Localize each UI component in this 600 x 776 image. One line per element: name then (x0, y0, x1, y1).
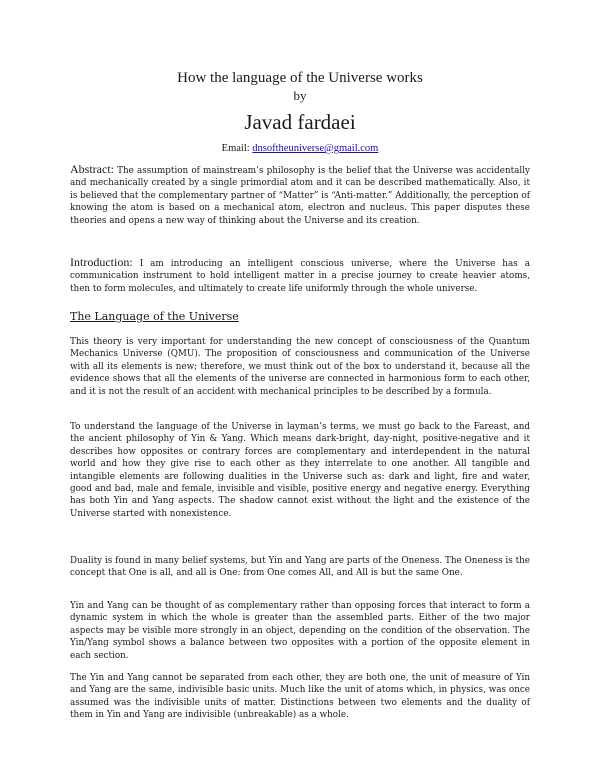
body-paragraph: To understand the language of the Universe in layman’s terms, we must go back to the Fareast, and the ancient philosophy of Yin & Yang. Which means dark-bright, day-night, positive-negative and it describes how opposites or contrary forces are complementary and interdependent in the natural world and how they give rise to each other as they interrelate to one another. All tangible and intangible elements are following dualities in the Universe such as: dark and light, fire and water, good and bad, male and female, invisible and visible, positive energy and negative energy. Everything has both Yin and Yang aspects. The shadow cannot exist without the light and the existence of the Universe started with nonexistence. (70, 422, 530, 519)
email-label: Email: (221, 143, 250, 154)
introduction-label: Introduction: (70, 255, 133, 269)
email-line (70, 143, 530, 154)
body-paragraph: Yin and Yang can be thought of as complementary rather than opposing forces that interact to form a dynamic system in which the whole is greater than the assembled parts. Either of the two major aspects may be visible more strongly in an object, depending on the condition of the observation. The Yin/Yang symbol shows a balance between two opposites with a portion of the opposite element in each section. (70, 601, 530, 661)
introduction-paragraph (70, 256, 530, 295)
email-link[interactable]: dnsoftheuniverse@gmail.com (252, 143, 379, 154)
abstract-paragraph (70, 163, 530, 227)
body-paragraph: The Yin and Yang cannot be separated from each other, they are both one, the unit of measure of Yin and Yang are the same, indivisible basic units. Much like the unit of atoms which, in physics, was once assumed was the indivisible units of matter. Distinctions between two elements and the duality of them in Yin and Yang are indivisible (unbreakable) as a whole. (70, 673, 530, 721)
body-paragraph: This theory is very important for understanding the new concept of consciousness of the Quantum Mechanics Universe (QMU). The proposition of consciousness and communication of the Universe with all its elements is new; therefore, we must think out of the box to understand it, because all the evidence shows that all the elements of the universe are connected in harmonious form to each other, and it is not the result of an accident with mechanical principles to be described by a formula. (70, 337, 530, 397)
introduction-text: I am introducing an intelligent conscious universe, where the Universe has a communication instrument to hold intelligent matter in a precise journey to create heavier atoms, then to form molecules, and ultimately to create life uniformly through the whole universe. (70, 259, 531, 294)
abstract-text: The assumption of mainstream’s philosophy is the belief that the Universe was accidentally and mechanically created by a single primordial atom and it can be described mathematically. Also, it is believed that the complementary partner of “Matter” is “Anti-matter.” Additionally, the perception of knowing the atom is based on a mechanical atom, electron and nucleus. This paper disputes these theories and opens a new way of thinking about the Universe and its creation. (70, 166, 531, 226)
section-heading: The Language of the Universe (70, 310, 239, 323)
byline-by: by (293, 88, 307, 103)
paper-title: How the language of the Universe works (177, 70, 423, 86)
author-name: Javad fardaei (244, 110, 356, 134)
abstract-label: Abstract: (70, 162, 114, 176)
body-paragraph: Duality is found in many belief systems, but Yin and Yang are parts of the Oneness. The Oneness is the concept that One is all, and all is One: from One comes All, and All is but the same One. (70, 556, 530, 579)
